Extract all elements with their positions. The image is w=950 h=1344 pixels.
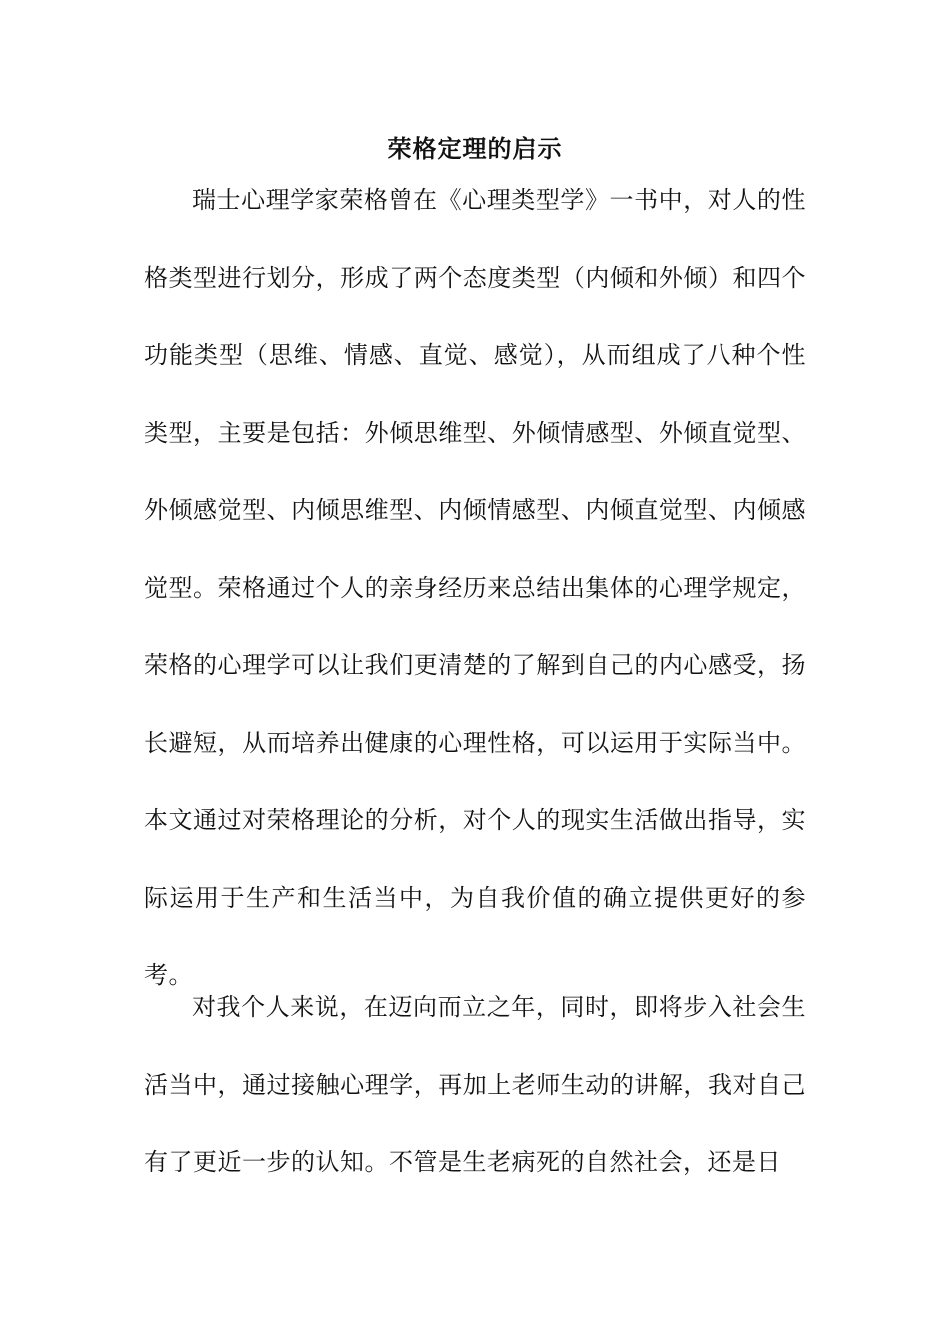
body-paragraph-2: 对我个人来说，在迈向而立之年，同时，即将步入社会生活当中，通过接触心理学，再加上老师生动的讲解，我对自己有了更近一步的认知。不管是生老病死的自然社会，还是日 (144, 993, 806, 1176)
document-title: 荣格定理的启示 (387, 134, 563, 163)
body-paragraph-1: 瑞士心理学家荣格曾在《心理类型学》一书中，对人的性格类型进行划分，形成了两个态度类型（内倾和外倾）和四个功能类型（思维、情感、直觉、感觉），从而组成了八种个性类型，主要是包括：外倾思维型、外倾情感型、外倾直觉型、外倾感觉型、内倾思维型、内倾情感型、内倾直觉型、内倾感觉型。荣格通过个人的亲身经历来总结出集体的心理学规定，荣格的心理学可以让我们更清楚的了解到自己的内心感受，扬长避短，从而培养出健康的心理性格，可以运用于实际当中。本文通过对荣格理论的分析，对个人的现实生活做出指导，实际运用于生产和生活当中，为自我价值的确立提供更好的参考。 (144, 186, 806, 989)
